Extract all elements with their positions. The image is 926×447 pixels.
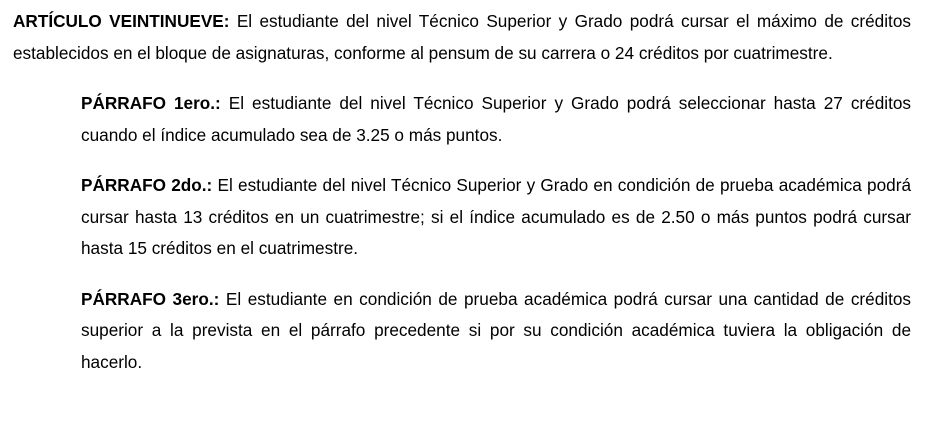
document-body	[13, 0, 911, 378]
paragraph-2-text: El estudiante del nivel Técnico Superior y Grado en condición de prueba académica podrá cursar hasta 13 créditos en un cuatrimestre; si el índice acumulado es de 2.50 o más puntos podrá cursar hasta 15 créditos en el cuatrimestre.	[81, 175, 911, 258]
paragraph-1	[81, 88, 911, 151]
paragraph-3-heading: PÁRRAFO 3ero.:	[81, 288, 220, 309]
paragraph-3-text: El estudiante en condición de prueba académica podrá cursar una cantidad de créditos superior a la prevista en el párrafo precedente si por su condición académica tuviera la obligación de hacerlo.	[81, 288, 912, 372]
paragraph-2	[81, 170, 911, 265]
paragraph-2-heading: PÁRRAFO 2do.:	[81, 175, 213, 195]
article-text: El estudiante del nivel Técnico Superior y Grado podrá cursar el máximo de créditos establecidos en el bloque de asignaturas, conforme al pensum de su carrera o 24 créditos por cuatrimestre.	[13, 11, 911, 63]
paragraph-1-text: El estudiante del nivel Técnico Superior y Grado podrá seleccionar hasta 27 créditos cuando el índice acumulado sea de 3.25 o más puntos.	[81, 93, 912, 145]
article-29	[13, 0, 911, 69]
paragraph-1-heading: PÁRRAFO 1ero.:	[81, 93, 221, 113]
article-heading: ARTÍCULO VEINTINUEVE:	[13, 11, 230, 31]
paragraph-3	[81, 284, 911, 379]
